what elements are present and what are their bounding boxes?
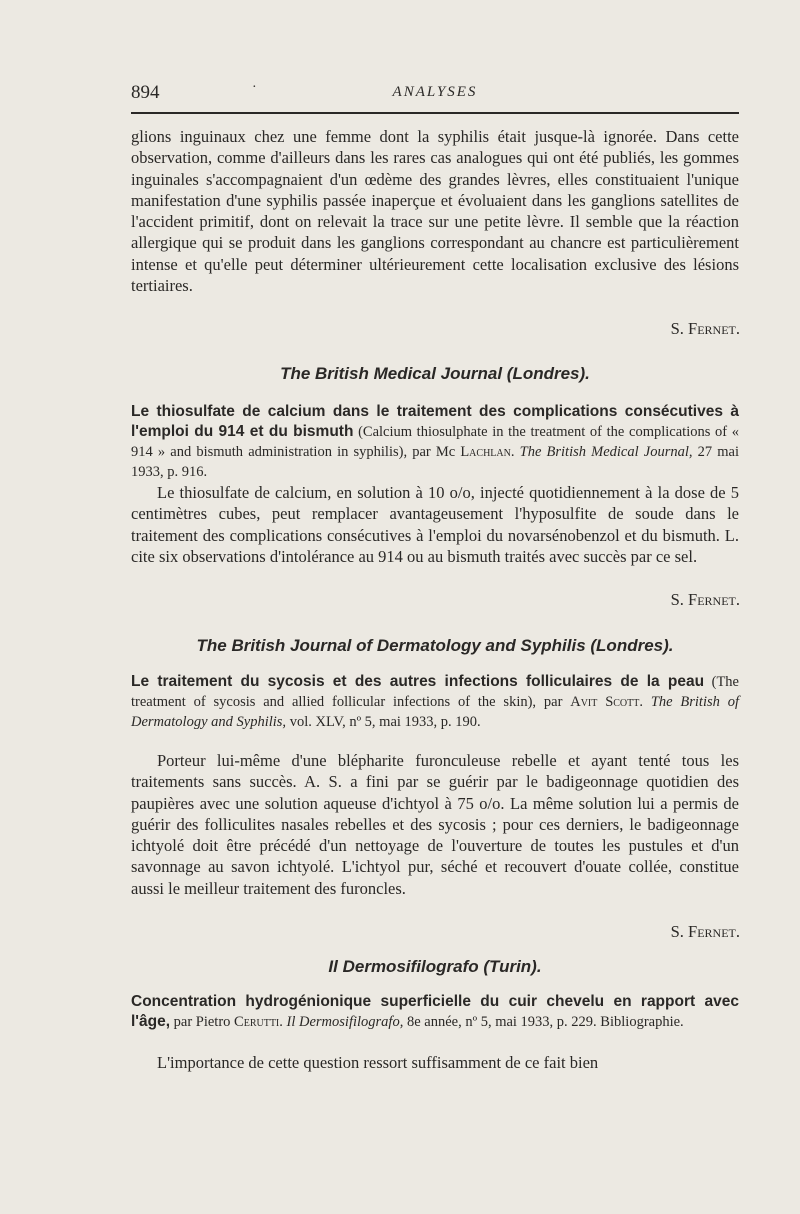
article-title-bold: Le traitement du sycosis et des autres infections folliculaires de la peau — [131, 673, 705, 690]
signature: S. Fernet. — [670, 590, 740, 609]
article-author: Lachlan — [460, 444, 511, 460]
journal-reference: The British of Dermatology and Syphilis, — [131, 694, 739, 730]
page-number: 894 — [131, 82, 160, 103]
article-author: Cerutti — [234, 1014, 280, 1030]
article-author: Avit Scott — [570, 694, 640, 710]
article-summary — [131, 1052, 739, 1073]
journal-heading: The British Medical Journal (Londres). — [280, 364, 590, 383]
paragraph-text: glions inguinaux chez une femme dont la syphilis était jusque-là ignorée. Dans cette observation, comme d'ailleurs dans les rares cas analogues qui ont été publiés, les gommes inguinales s'accompagnaient d'un œdème des grandes lèvres, elles constituaient l'unique manifestation d'une syphilis passée inaperçue et évoluaient dans les ganglions satellites de l'accident primitif, dont on relevait la trace sur une petite lèvre. Il semble que la réaction allergique qui se produit dans les ganglions correspondant au chancre est particulièrement intense et qu'elle peut déterminer ultérieurement cette localisation exclusive des lésions tertiaires. — [131, 127, 739, 296]
journal-reference: The British Medical Journal, — [519, 444, 693, 460]
journal-heading: The British Journal of Dermatology and Syphilis (Londres). — [196, 636, 674, 655]
article-summary — [131, 482, 739, 567]
article-title-bold: Le thiosulfate de calcium dans le traitement des complications consécutives à l'emploi du 914 et du bismuth — [131, 403, 739, 440]
article-reference: (The treatment of sycosis and allied follicular infections of the skin), par — [131, 674, 739, 710]
header-rule — [131, 112, 739, 114]
paragraph-text: Porteur lui-même d'une blépharite furonculeuse rebelle et ayant tenté tous les traitements sans succès. A. S. a fini par se guérir par le badigeonnage quotidien des paupières avec une solution aqueuse d'ichtyol à 75 o/o. La même solution lui a permis de guérir des folliculites nasales rebelles et des sycosis ; pour ces derniers, le badigeonnage ichtyolé doit être précédé d'un nettoyage de l'ouverture de toutes les pustules et d'un savonnage au savon ichtyolé. L'ichtyol pur, séché et recouvert d'ouate collée, constitue aussi le meilleur traitement des furoncles. — [131, 751, 739, 898]
journal-heading: Il Dermosifilografo (Turin). — [328, 957, 542, 976]
article-citation: 27 mai 1933, p. 916. — [131, 444, 740, 480]
continued-paragraph — [131, 126, 739, 296]
article-title-bold: Concentration hydrogénionique superficielle du cuir chevelu en rapport avec l'âge, — [131, 993, 739, 1030]
signature: S. Fernet. — [670, 922, 740, 941]
article-title: Le traitement du sycosis et des autres infections folliculaires de la peau (The treatment of sycosis and allied follicular infections of the skin), par Avit Scott. The British of Dermatology and Syphilis, vol. XLV, nº 5, mai 1933, p. 190. — [131, 673, 739, 730]
signature: S. Fernet. — [670, 319, 740, 338]
article-reference: par Pietro — [170, 1014, 235, 1030]
running-title: ANALYSES — [392, 84, 478, 100]
article-summary — [131, 750, 739, 899]
article-title: Concentration hydrogénionique superficielle du cuir chevelu en rapport avec l'âge, par Pietro Cerutti. Il Dermosifilografo, 8e année, nº 5, mai 1933, p. 229. Bibliographie. — [131, 993, 739, 1030]
header-dot: · — [252, 80, 257, 95]
article-citation: 8e année, nº 5, mai 1933, p. 229. Bibliographie. — [403, 1014, 684, 1030]
journal-reference: Il Dermosifilografo, — [286, 1014, 404, 1030]
article-citation: vol. XLV, nº 5, mai 1933, p. 190. — [286, 714, 481, 730]
page-header — [131, 82, 739, 106]
paragraph-text: L'importance de cette question ressort suffisamment de ce fait bien — [157, 1053, 599, 1072]
article-reference: (Calcium thiosulphate in the treatment of the complications of « 914 » and bismuth administration in syphilis), par Mc — [131, 424, 740, 460]
article-title: Le thiosulfate de calcium dans le traitement des complications consécutives à l'emploi du 914 et du bismuth (Calcium thiosulphate in the treatment of the complications of « 914 » and bismuth administration in syphilis), par Mc Lachlan. The British Medical Journal, 27 mai 1933, p. 916. — [131, 403, 740, 480]
paragraph-text: Le thiosulfate de calcium, en solution à 10 o/o, injecté quotidiennement à la dose de 5 centimètres cubes, peut remplacer avantageusement l'hyposulfite de soude dans le traitement des complications consécutives à l'emploi du novarsénobenzol et du bismuth. L. cite six observations d'intolérance au 914 ou au bismuth traités avec succès par ce sel. — [131, 483, 739, 566]
